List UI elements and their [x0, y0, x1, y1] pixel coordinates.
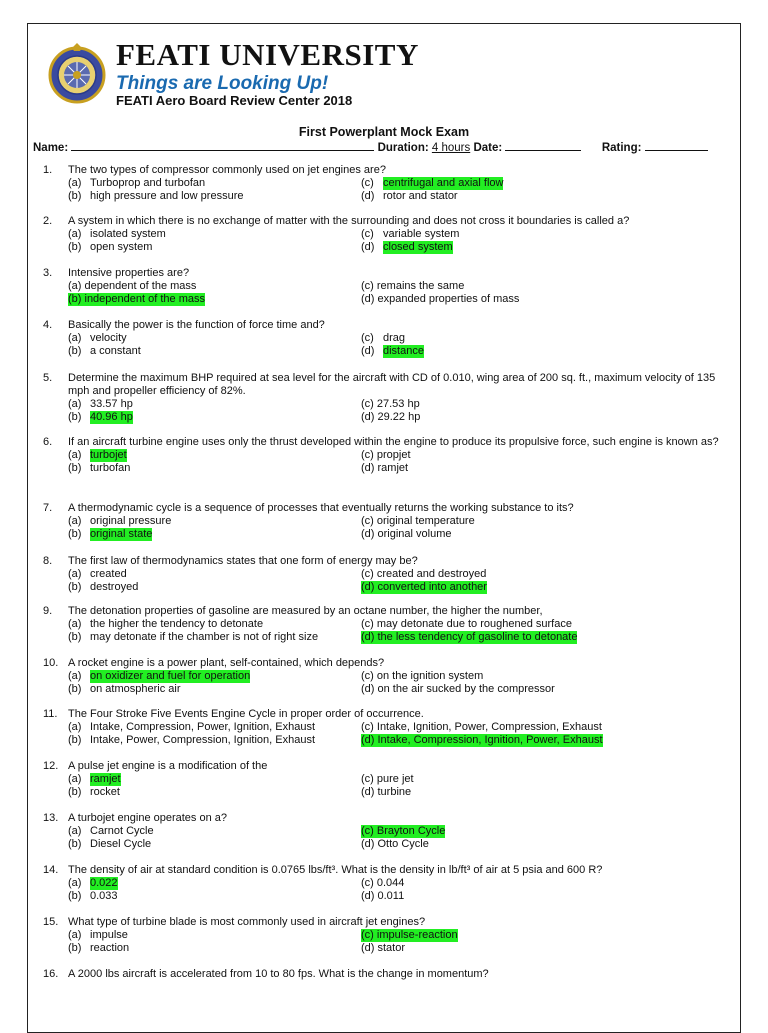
university-name: FEATI UNIVERSITY	[116, 37, 419, 72]
option-text: velocity	[90, 332, 127, 344]
answer-option[interactable]	[68, 411, 361, 424]
answer-option[interactable]	[68, 581, 361, 594]
option-text: original pressure	[90, 515, 172, 527]
option-text: created	[90, 568, 127, 580]
question-number: 8.	[43, 555, 53, 567]
correct-answer-highlight: on oxidizer and fuel for operation	[90, 670, 251, 682]
answer-option[interactable]	[361, 786, 654, 799]
answer-option[interactable]	[68, 177, 361, 190]
option-text: destroyed	[90, 581, 139, 593]
option-row	[68, 449, 723, 462]
question-text: The detonation properties of gasoline are measured by an octane number, the higher the number,	[68, 605, 543, 617]
answer-option[interactable]	[361, 228, 654, 241]
correct-answer-highlight: (b) independent of the mass	[68, 293, 205, 305]
option-letter: (b)	[68, 411, 82, 423]
question-text: A turbojet engine operates on a?	[68, 812, 228, 824]
option-text: (d) expanded properties of mass	[361, 293, 520, 305]
answer-option[interactable]	[361, 877, 654, 890]
correct-answer-highlight: (d) converted into another	[361, 581, 487, 593]
option-text: (c) may detonate due to roughened surface	[361, 618, 572, 630]
answer-option[interactable]	[361, 332, 654, 345]
option-text: turbofan	[90, 462, 131, 474]
option-text: may detonate if the chamber is not of right size	[90, 631, 319, 643]
option-text: (d) stator	[361, 942, 406, 954]
correct-answer-highlight: closed system	[383, 241, 453, 253]
option-row	[68, 528, 723, 541]
option-row	[68, 670, 723, 683]
answer-option[interactable]	[361, 773, 654, 786]
answer-option[interactable]	[68, 345, 361, 358]
option-text: (c) created and destroyed	[361, 568, 487, 580]
question-11	[43, 708, 723, 747]
correct-answer-highlight: (c) impulse-reaction	[361, 929, 458, 941]
option-row	[68, 515, 723, 528]
option-text: Intake, Power, Compression, Ignition, Exhaust	[90, 734, 316, 746]
option-text: (d) original volume	[361, 528, 452, 540]
answer-option[interactable]	[68, 838, 361, 851]
option-letter: (b)	[68, 241, 82, 253]
option-text: (d) Otto Cycle	[361, 838, 429, 850]
question-number: 6.	[43, 436, 53, 448]
question-text: What type of turbine blade is most commonly used in aircraft jet engines?	[68, 916, 426, 928]
answer-option[interactable]	[68, 280, 361, 293]
option-text: reaction	[90, 942, 130, 954]
option-text: high pressure and low pressure	[90, 190, 244, 202]
question-text: The two types of compressor commonly used on jet engines are?	[68, 164, 386, 176]
option-text: open system	[90, 241, 153, 253]
option-letter: (c)	[361, 177, 374, 189]
question-number: 15.	[43, 916, 59, 928]
option-row	[68, 177, 723, 190]
question-14	[43, 864, 723, 903]
name-label: Name:	[33, 142, 69, 154]
question-text: The density of air at standard condition is 0.0765 lbs/ft³. What is the density in lb/ft³ of air at 5 psia and 600 R?	[68, 864, 603, 876]
option-row	[68, 190, 723, 203]
answer-option[interactable]	[361, 398, 654, 411]
option-letter: (b)	[68, 838, 82, 850]
question-2	[43, 215, 723, 254]
correct-answer-highlight: (d) the less tendency of gasoline to detonate	[361, 631, 578, 643]
question-number: 13.	[43, 812, 59, 824]
question-6	[43, 436, 723, 475]
question-number: 10.	[43, 657, 59, 669]
option-row	[68, 280, 723, 293]
option-letter: (a)	[68, 929, 82, 941]
question-number: 3.	[43, 267, 53, 279]
answer-option[interactable]	[361, 241, 654, 254]
option-letter: (b)	[68, 734, 82, 746]
answer-option[interactable]	[68, 528, 361, 541]
option-row	[68, 228, 723, 241]
option-letter: (a)	[68, 670, 82, 682]
answer-option[interactable]	[68, 773, 361, 786]
option-text: variable system	[383, 228, 460, 240]
answer-option[interactable]	[68, 670, 361, 683]
answer-option[interactable]	[361, 190, 654, 203]
option-row	[68, 721, 723, 734]
option-row	[68, 734, 723, 747]
option-row	[68, 293, 723, 306]
question-number: 4.	[43, 319, 53, 331]
option-text: (c) 0.044	[361, 877, 405, 889]
option-text: (c) Intake, Ignition, Power, Compression, Exhaust	[361, 721, 602, 733]
option-text: (c) original temperature	[361, 515, 475, 527]
date-label: Date:	[473, 142, 503, 154]
option-row	[68, 683, 723, 696]
answer-option[interactable]	[361, 734, 654, 747]
option-text: on atmospheric air	[90, 683, 181, 695]
correct-answer-highlight: centrifugal and axial flow	[383, 177, 504, 189]
option-row	[68, 786, 723, 799]
answer-option[interactable]	[68, 190, 361, 203]
option-text: Carnot Cycle	[90, 825, 154, 837]
answer-option[interactable]	[361, 929, 654, 942]
answer-option[interactable]	[68, 825, 361, 838]
question-number: 2.	[43, 215, 53, 227]
option-text: isolated system	[90, 228, 166, 240]
option-letter: (b)	[68, 581, 82, 593]
rating-blank[interactable]	[645, 141, 708, 151]
option-row	[68, 345, 723, 358]
option-text: (a) dependent of the mass	[68, 280, 197, 292]
option-text: rocket	[90, 786, 120, 798]
option-letter: (a)	[68, 449, 82, 461]
option-text: drag	[383, 332, 406, 344]
option-text: Intake, Compression, Power, Ignition, Exhaust	[90, 721, 316, 733]
correct-answer-highlight: ramjet	[90, 773, 121, 785]
option-row	[68, 568, 723, 581]
answer-option[interactable]	[361, 293, 654, 306]
question-text: A thermodynamic cycle is a sequence of processes that eventually returns the working substance to its?	[68, 502, 574, 514]
option-letter: (a)	[68, 177, 82, 189]
answer-option[interactable]	[68, 241, 361, 254]
option-row	[68, 929, 723, 942]
answer-option[interactable]	[68, 228, 361, 241]
option-row	[68, 838, 723, 851]
answer-option[interactable]	[68, 332, 361, 345]
answer-option[interactable]	[68, 683, 361, 696]
answer-option[interactable]	[361, 825, 654, 838]
answer-option[interactable]	[68, 568, 361, 581]
option-text: (c) propjet	[361, 449, 411, 461]
answer-option[interactable]	[68, 293, 361, 306]
option-row	[68, 773, 723, 786]
question-text: The Four Stroke Five Events Engine Cycle in proper order of occurrence.	[68, 708, 424, 720]
duration-label: Duration:	[377, 142, 429, 154]
question-4	[43, 319, 723, 358]
option-letter: (b)	[68, 462, 82, 474]
question-text: Determine the maximum BHP required at sea level for the aircraft with CD of 0.010, wing area of 200 sq. ft., maximum velocity of 135 mph and propeller efficiency of 82%.	[68, 372, 716, 397]
option-letter: (b)	[68, 345, 82, 357]
answer-option[interactable]	[361, 345, 654, 358]
answer-option[interactable]	[68, 890, 361, 903]
answer-option[interactable]	[361, 581, 654, 594]
question-text: A pulse jet engine is a modification of the	[68, 760, 268, 772]
answer-option[interactable]	[361, 411, 654, 424]
answer-option[interactable]	[361, 618, 654, 631]
option-letter: (a)	[68, 568, 82, 580]
question-10	[43, 657, 723, 696]
answer-option[interactable]	[361, 890, 654, 903]
option-letter: (b)	[68, 683, 82, 695]
answer-option[interactable]	[68, 721, 361, 734]
option-text: the higher the tendency to detonate	[90, 618, 264, 630]
option-letter: (b)	[68, 786, 82, 798]
option-text: (d) 0.011	[361, 890, 405, 902]
option-row	[68, 877, 723, 890]
option-row	[68, 398, 723, 411]
answer-option[interactable]	[68, 929, 361, 942]
option-text: (d) 29.22 hp	[361, 411, 421, 423]
option-row	[68, 332, 723, 345]
answer-option[interactable]	[68, 449, 361, 462]
option-letter: (a)	[68, 398, 82, 410]
answer-option[interactable]	[361, 449, 654, 462]
option-letter: (c)	[361, 332, 374, 344]
question-12	[43, 760, 723, 799]
question-number: 7.	[43, 502, 53, 514]
option-row	[68, 618, 723, 631]
option-letter: (a)	[68, 332, 82, 344]
question-number: 11.	[43, 708, 58, 720]
option-text: (c) 27.53 hp	[361, 398, 420, 410]
correct-answer-highlight: (c) Brayton Cycle	[361, 825, 446, 837]
option-letter: (d)	[361, 190, 375, 202]
option-letter: (a)	[68, 515, 82, 527]
question-7	[43, 502, 723, 541]
question-3	[43, 267, 723, 306]
answer-option[interactable]	[68, 734, 361, 747]
option-row	[68, 581, 723, 594]
question-text: Basically the power is the function of force time and?	[68, 319, 325, 331]
option-row	[68, 462, 723, 475]
name-blank[interactable]	[71, 141, 374, 151]
answer-option[interactable]	[68, 462, 361, 475]
answer-option[interactable]	[361, 942, 654, 955]
tagline: Things are Looking Up!	[116, 73, 329, 94]
answer-option[interactable]	[361, 683, 654, 696]
option-letter: (a)	[68, 773, 82, 785]
question-number: 1.	[43, 164, 53, 176]
correct-answer-highlight: 40.96 hp	[90, 411, 133, 423]
option-text: (d) ramjet	[361, 462, 409, 474]
answer-option[interactable]	[361, 462, 654, 475]
question-number: 5.	[43, 372, 53, 384]
option-row	[68, 890, 723, 903]
correct-answer-highlight: distance	[383, 345, 424, 357]
question-13	[43, 812, 723, 851]
option-text: (d) on the air sucked by the compressor	[361, 683, 555, 695]
correct-answer-highlight: original state	[90, 528, 153, 540]
question-5	[43, 372, 723, 424]
option-text: impulse	[90, 929, 128, 941]
option-row	[68, 942, 723, 955]
option-letter: (a)	[68, 618, 82, 630]
option-text: (c) pure jet	[361, 773, 414, 785]
rating-label: Rating:	[601, 142, 642, 154]
option-letter: (a)	[68, 228, 82, 240]
option-letter: (c)	[361, 228, 374, 240]
option-letter: (b)	[68, 942, 82, 954]
option-letter: (b)	[68, 631, 82, 643]
question-16	[43, 968, 723, 981]
date-blank[interactable]	[505, 141, 581, 151]
option-text: rotor and stator	[383, 190, 458, 202]
correct-answer-highlight: (d) Intake, Compression, Ignition, Power, Exhaust	[361, 734, 603, 746]
question-text: A rocket engine is a power plant, self-contained, which depends?	[68, 657, 385, 669]
question-text: The first law of thermodynamics states that one form of energy may be?	[68, 555, 418, 567]
option-text: Diesel Cycle	[90, 838, 152, 850]
option-text: (c) remains the same	[361, 280, 465, 292]
question-1	[43, 164, 723, 203]
question-number: 12.	[43, 760, 59, 772]
question-text: If an aircraft turbine engine uses only the thrust developed within the engine to produce its propulsive force, such engine is known as?	[68, 436, 719, 448]
option-letter: (b)	[68, 190, 82, 202]
answer-option[interactable]	[361, 631, 654, 644]
question-text: Intensive properties are?	[68, 267, 190, 279]
answer-option[interactable]	[68, 877, 361, 890]
correct-answer-highlight: 0.022	[90, 877, 118, 889]
option-text: (c) on the ignition system	[361, 670, 484, 682]
answer-option[interactable]	[361, 721, 654, 734]
answer-option[interactable]	[361, 838, 654, 851]
answer-option[interactable]	[361, 515, 654, 528]
university-seal-icon	[46, 42, 108, 104]
option-text: (d) turbine	[361, 786, 412, 798]
option-row	[68, 631, 723, 644]
answer-option[interactable]	[68, 515, 361, 528]
answer-option[interactable]	[361, 280, 654, 293]
option-row	[68, 241, 723, 254]
option-text: a constant	[90, 345, 141, 357]
question-8	[43, 555, 723, 594]
question-text: A system in which there is no exchange of matter with the surrounding and does not cross it boundaries is called a?	[68, 215, 630, 227]
answer-option[interactable]	[68, 786, 361, 799]
review-center-name: FEATI Aero Board Review Center 2018	[116, 93, 353, 108]
answer-option[interactable]	[68, 618, 361, 631]
option-letter: (a)	[68, 825, 82, 837]
answer-option[interactable]	[68, 631, 361, 644]
question-text: A 2000 lbs aircraft is accelerated from 10 to 80 fps. What is the change in momentum?	[68, 968, 489, 980]
option-text: 0.033	[90, 890, 118, 902]
answer-option[interactable]	[361, 177, 654, 190]
option-letter: (b)	[68, 890, 82, 902]
answer-option[interactable]	[361, 528, 654, 541]
exam-title: First Powerplant Mock Exam	[298, 125, 470, 139]
option-letter: (a)	[68, 877, 82, 889]
option-letter: (b)	[68, 528, 82, 540]
option-text: 33.57 hp	[90, 398, 133, 410]
answer-option[interactable]	[361, 670, 654, 683]
option-letter: (d)	[361, 241, 375, 253]
option-letter: (d)	[361, 345, 375, 357]
answer-option[interactable]	[361, 568, 654, 581]
exam-meta-line	[33, 141, 708, 154]
question-15	[43, 916, 723, 955]
answer-option[interactable]	[68, 398, 361, 411]
option-text: Turboprop and turbofan	[90, 177, 206, 189]
question-9	[43, 605, 723, 644]
duration-value: 4 hours	[431, 142, 471, 154]
question-number: 14.	[43, 864, 59, 876]
answer-option[interactable]	[68, 942, 361, 955]
question-number: 16.	[43, 968, 59, 980]
option-row	[68, 411, 723, 424]
option-letter: (a)	[68, 721, 82, 733]
correct-answer-highlight: turbojet	[90, 449, 127, 461]
option-row	[68, 825, 723, 838]
question-number: 9.	[43, 605, 53, 617]
